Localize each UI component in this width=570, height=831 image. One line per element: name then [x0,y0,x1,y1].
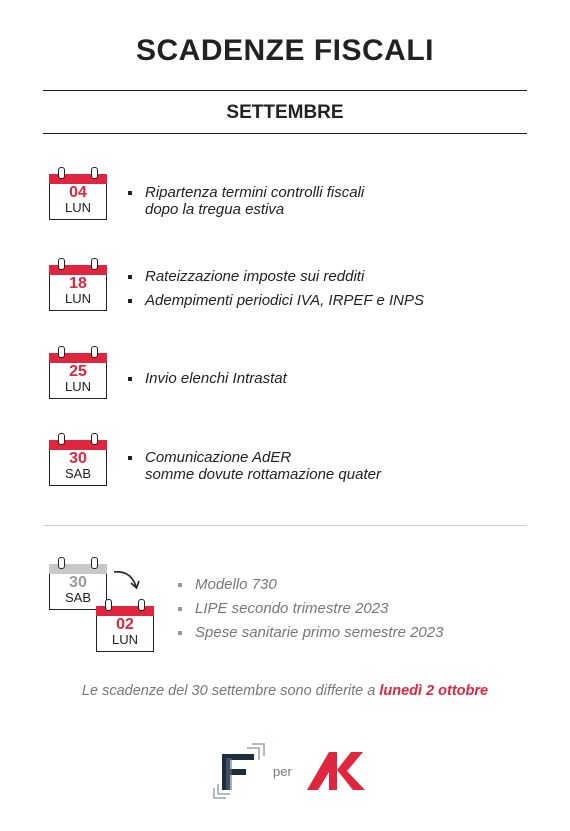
deadline-item: Adempimenti periodici IVA, IRPEF e INPS [128,292,528,309]
deadline-item: Invio elenchi Intrastat [128,370,528,387]
deferral-note: Le scadenze del 30 settembre sono differite a lunedì 2 ottobre [81,683,489,699]
deferred-item: Spese sanitarie primo semestre 2023 [178,624,570,641]
month-heading: SETTEMBRE [226,102,344,123]
deadline-item: Rateizzazione imposte sui redditi [128,268,528,285]
calendar-icon [49,167,107,221]
ak-logo-icon [305,750,367,792]
deadline-list [128,268,528,316]
calendar-date: 04 [69,184,87,201]
calendar-date: 25 [69,363,87,380]
calendar-weekday: LUN [64,379,91,394]
calendar-date: 18 [69,275,87,292]
divider-section [43,525,527,526]
footer-connector: per [273,764,292,779]
calendar-date: 30 [69,574,87,591]
divider-top [43,90,527,91]
deadline-list [128,184,528,225]
calendar-icon-deferred [96,599,154,653]
deferred-item: Modello 730 [178,576,570,593]
calendar-weekday: LUN [64,291,91,306]
deferred-item: LIPE secondo trimestre 2023 [178,600,570,617]
calendar-date: 30 [69,450,87,467]
divider-under-month [43,133,527,134]
calendar-weekday: LUN [111,632,138,647]
calendar-weekday: SAB [64,466,91,481]
deadline-list [128,449,528,490]
calendar-icon [49,258,107,312]
calendar-icon [49,346,107,400]
deadline-list [128,370,528,394]
arrow-icon [110,566,146,592]
page-title: SCADENZE FISCALI [135,34,434,67]
deferred-list [178,576,570,648]
calendar-weekday: LUN [64,200,91,215]
calendar-date: 02 [116,616,134,633]
calendar-weekday: SAB [64,590,91,605]
calendar-icon [49,433,107,487]
deadline-item: Comunicazione AdER somme dovute rottamazione quater [128,449,528,483]
f-logo-icon [212,742,268,800]
deadline-item: Ripartenza termini controlli fiscali dopo la tregua estiva [128,184,528,218]
deferral-date: lunedì 2 ottobre [379,683,489,699]
